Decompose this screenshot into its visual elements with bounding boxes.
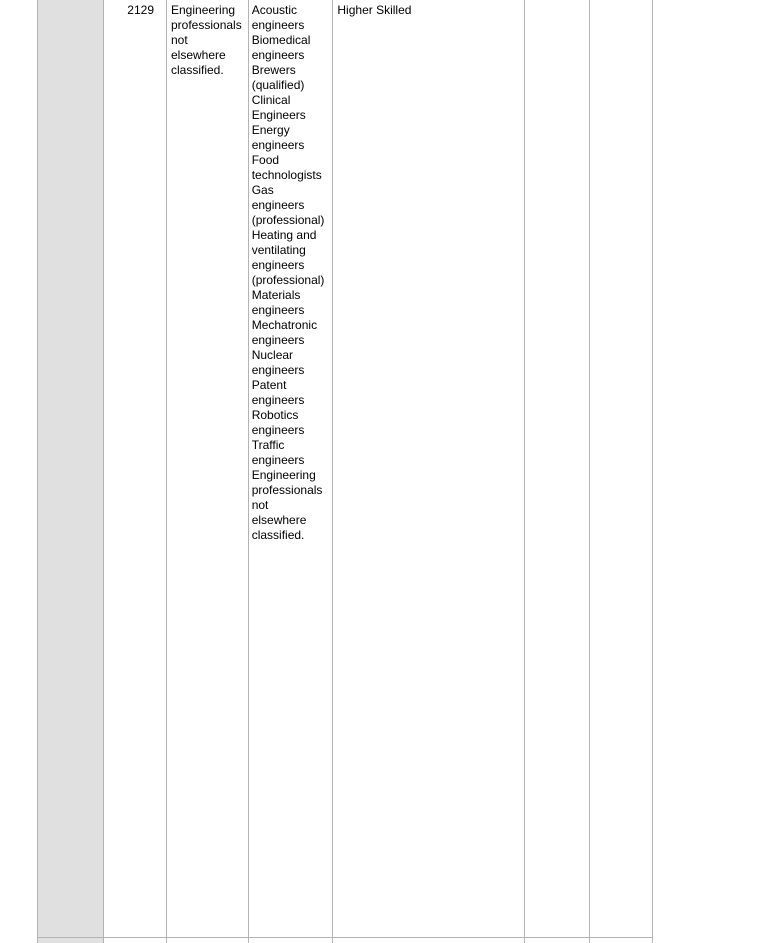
cell-example-occupations [248, 0, 333, 937]
example-occupation-item: Food technologists [251, 153, 322, 182]
next-row-cell-skill [333, 937, 525, 943]
cell-skill-level [333, 0, 525, 937]
example-occupation-item: Materials engineers [251, 288, 305, 317]
next-row-cell-examples [248, 937, 333, 943]
example-occupation-item: Engineering professionals not elsewhere classified. [251, 468, 323, 542]
example-occupation-item: Mechatronic engineers [251, 318, 318, 347]
cell-occupation-code [104, 0, 167, 937]
skill-level-label: Higher Skilled [337, 3, 412, 17]
next-row-cell-empty-1 [525, 937, 590, 943]
example-occupation-item: Patent engineers [251, 378, 305, 407]
next-table-row-partial [38, 937, 653, 943]
next-row-cell-description [167, 937, 249, 943]
example-occupation-item: Biomedical engineers [251, 33, 311, 62]
example-occupation-item: Energy engineers [251, 123, 305, 152]
occupation-code: 2129 [127, 3, 154, 17]
example-occupations-list [252, 3, 325, 543]
cell-occupation-description [167, 0, 249, 937]
cell-empty-1 [525, 0, 590, 937]
next-row-cell-empty-2 [590, 937, 653, 943]
example-occupation-item: Traffic engineers [251, 438, 305, 467]
occupation-description: Engineering professionals not elsewhere classified. [171, 3, 242, 77]
next-row-cell-left-gray [38, 937, 104, 943]
next-row-cell-code [104, 937, 167, 943]
table-row [38, 0, 653, 937]
example-occupation-item: Nuclear engineers [251, 348, 305, 377]
example-occupation-item: Gas engineers (professional) [251, 183, 325, 227]
example-occupation-item: Clinical Engineers [251, 93, 306, 122]
example-occupation-item: Heating and ventilating engineers (professional) [251, 228, 325, 287]
example-occupation-item: Robotics engineers [251, 408, 305, 437]
occupation-classification-table [37, 0, 653, 943]
example-occupation-item: Brewers (qualified) [251, 63, 305, 92]
cell-empty-2 [590, 0, 653, 937]
cell-left-gray [38, 0, 104, 937]
example-occupation-item: Acoustic engineers [251, 3, 305, 32]
